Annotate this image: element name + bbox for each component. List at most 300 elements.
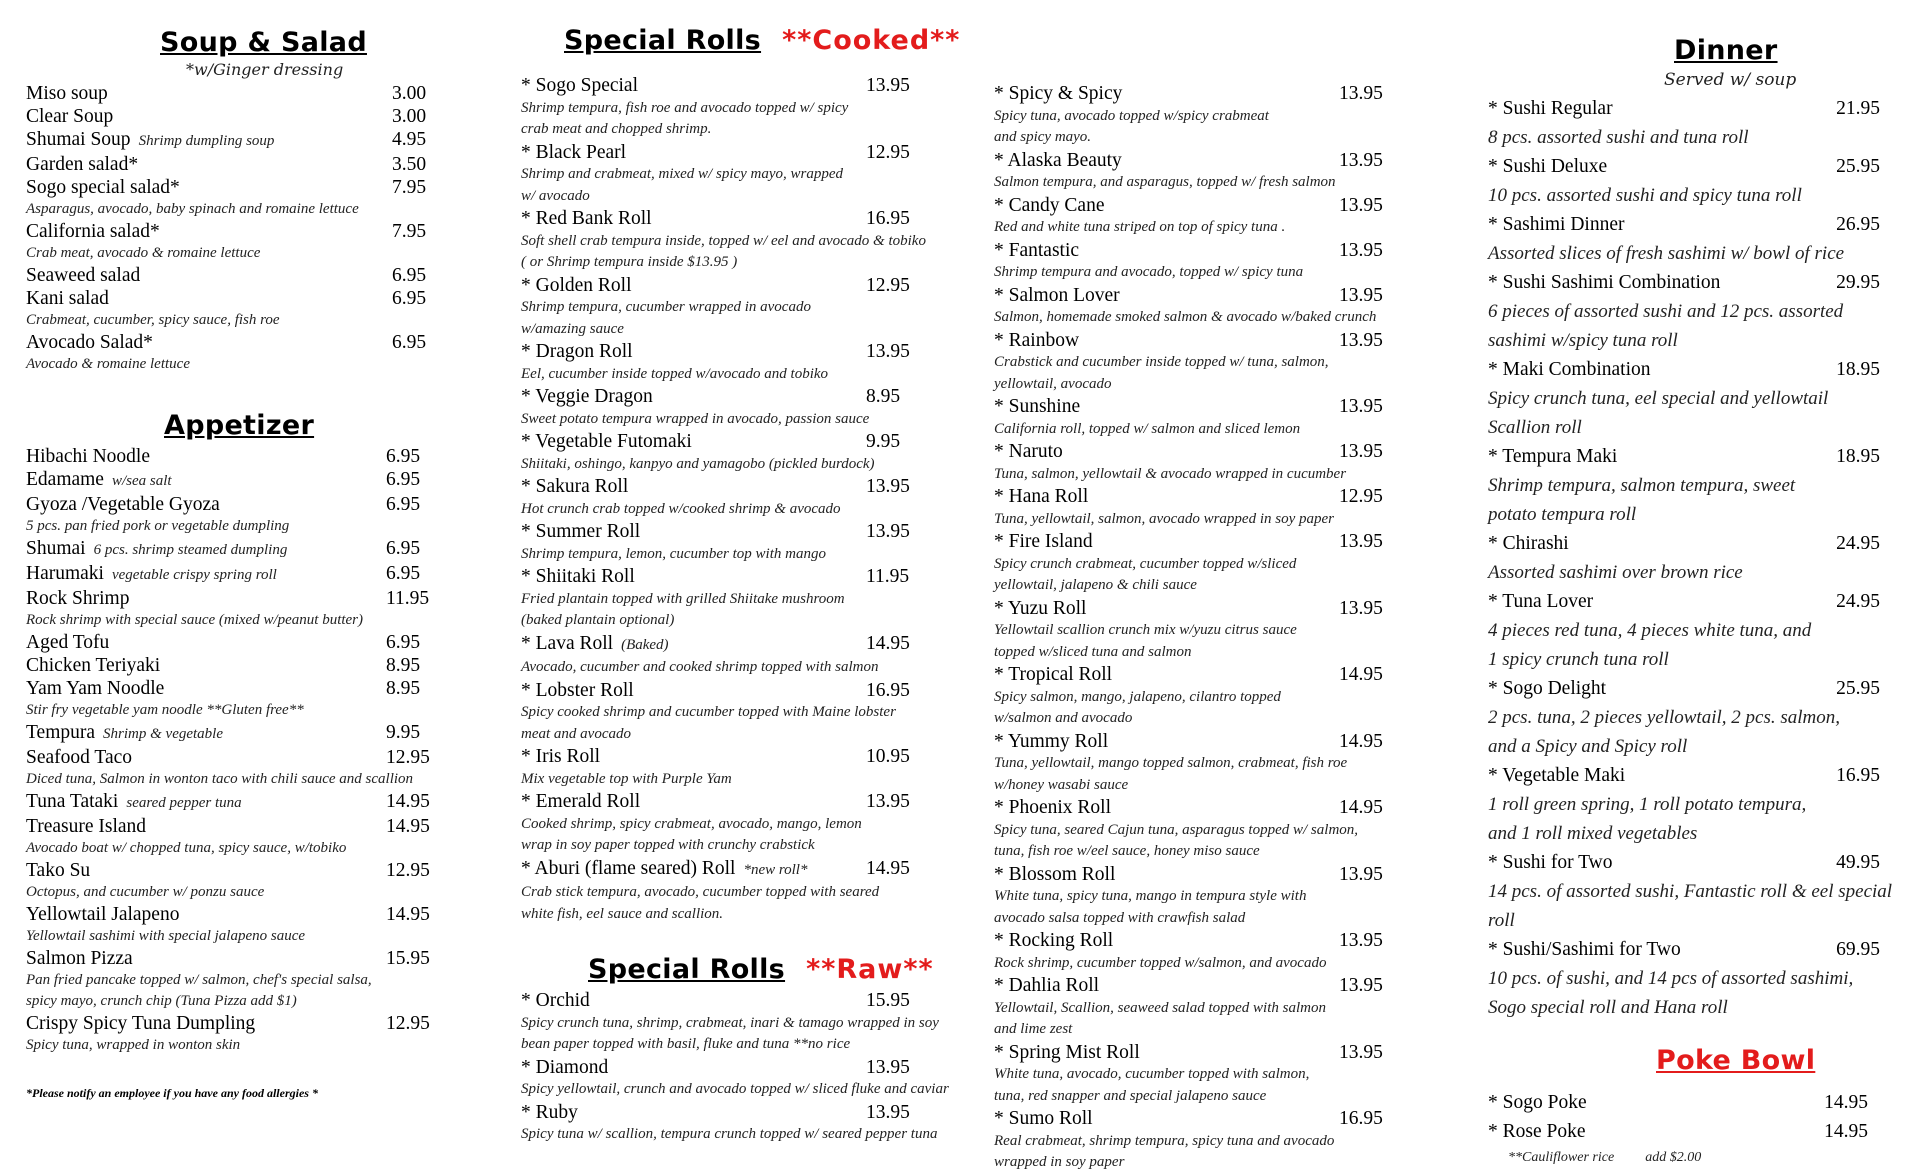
item-description: Shrimp tempura, salmon tempura, sweet [1488, 475, 1796, 496]
item-note: (Baked) [621, 636, 669, 653]
item-description: w/salmon and avocado [994, 710, 1133, 726]
item-description: yellowtail, avocado [994, 375, 1112, 392]
item-name: Yellowtail Jalapeno [26, 904, 180, 925]
item-description: Spicy tuna, wrapped in wonton skin [26, 1037, 241, 1053]
item-description: 14 pcs. of assorted sushi, Fantastic roll & eel special roll [1488, 881, 1893, 931]
menu-item [26, 903, 436, 926]
item-description: Asparagus, avocado, baby spinach and romaine lettuce [26, 201, 359, 217]
item-note: *new roll* [743, 861, 808, 878]
dinner-item [1488, 210, 1908, 239]
menu-item [26, 537, 436, 562]
item-description: Spicy yellowtail, crunch and avocado topped w/ sliced fluke and caviar [521, 1081, 949, 1097]
item-description: Assorted slices of fresh sashimi w/ bowl of rice [1488, 243, 1845, 264]
menu-item [26, 859, 436, 882]
item-name: * Yuzu Roll [994, 597, 1087, 619]
item-name: * Veggie Dragon [521, 386, 653, 407]
menu-item [26, 128, 436, 153]
menu-item [521, 1101, 961, 1125]
item-name: * Sakura Roll [521, 476, 629, 497]
item-description: Soft shell crab tempura inside, topped w/ eel and avocado & tobiko [521, 232, 926, 249]
item-description: bean paper topped with basil, fluke and tuna **no rice [521, 1036, 851, 1052]
item-name: Salmon Pizza [26, 948, 133, 969]
menu-item [26, 815, 436, 838]
item-name: Treasure Island [26, 816, 147, 837]
item-price: 14.95 [1339, 797, 1383, 818]
item-description: Avocado & romaine lettuce [26, 356, 190, 372]
item-description: Tuna, yellowtail, salmon, avocado wrapped in soy paper [994, 510, 1334, 527]
item-description: crab meat and chopped shrimp. [521, 121, 712, 137]
menu-item [994, 730, 1424, 754]
item-price: 24.95 [1836, 533, 1880, 554]
item-price: 13.95 [1339, 284, 1383, 306]
item-price: 13.95 [866, 341, 910, 362]
menu-item [521, 989, 961, 1013]
menu-item [26, 493, 436, 516]
item-name: Kani salad [26, 288, 109, 309]
dinner-item [1488, 442, 1908, 471]
item-description: w/honey wasabi sauce [994, 776, 1129, 793]
item-description: (baked plantain optional) [521, 612, 675, 628]
menu-item [994, 194, 1424, 218]
item-name: Edamame [26, 469, 104, 490]
item-description: Crabstick and cucumber inside topped w/ tuna, salmon, [994, 354, 1329, 370]
item-price: 12.95 [386, 747, 430, 768]
item-price: 13.95 [1339, 863, 1383, 885]
item-description: avocado salsa topped with crawfish salad [994, 909, 1246, 926]
item-name: * Emerald Roll [521, 791, 641, 812]
item-price: 7.95 [392, 177, 427, 198]
item-description: w/amazing sauce [521, 320, 624, 337]
item-description: potato tempura roll [1488, 504, 1637, 525]
menu-item [994, 1041, 1424, 1065]
menu-item [994, 485, 1424, 509]
item-description: Rock shrimp, cucumber topped w/salmon, and avocado [994, 954, 1327, 971]
item-name: Seaweed salad [26, 265, 141, 286]
item-description: 1 roll green spring, 1 roll potato tempura, [1488, 794, 1807, 815]
item-name: * Fire Island [994, 531, 1093, 552]
item-price: 13.95 [1339, 1041, 1383, 1063]
item-description: Spicy cooked shrimp and cucumber topped with Maine lobster [521, 704, 896, 720]
item-name: Yam Yam Noodle [26, 678, 165, 699]
item-price: 25.95 [1836, 156, 1880, 177]
menu-item [26, 746, 436, 769]
item-name: * Dragon Roll [521, 341, 633, 362]
dinner-item [1488, 761, 1908, 790]
item-name: * Tropical Roll [994, 664, 1113, 685]
dinner-item [1488, 529, 1908, 558]
item-name: * Alaska Beauty [994, 149, 1122, 171]
item-price: 15.95 [866, 990, 910, 1011]
dinner-list [1488, 94, 1908, 1022]
item-price: 13.95 [1339, 194, 1383, 216]
dinner-title: Dinner [1674, 35, 1778, 66]
item-name: * Orchid [521, 990, 590, 1011]
item-note: w/sea salt [111, 473, 172, 489]
item-price: 14.95 [1824, 1121, 1868, 1142]
item-name: * Sushi/Sashimi for Two [1488, 939, 1681, 960]
menu-item [26, 82, 436, 105]
item-description: Sweet potato tempura wrapped in avocado, passion sauce [521, 410, 870, 427]
dinner-item [1488, 152, 1908, 181]
item-description: Salmon, homemade smoked salmon & avocado w/baked crunch [994, 309, 1377, 325]
item-name: * Sogo Poke [1488, 1092, 1587, 1113]
item-name: * Candy Cane [994, 194, 1105, 216]
item-description: Tuna, yellowtail, mango topped salmon, crabmeat, fish roe [994, 755, 1348, 771]
item-name: * Aburi (flame seared) Roll [521, 857, 736, 879]
menu-item [26, 220, 436, 243]
item-name: Tako Su [26, 860, 91, 881]
item-note: seared pepper tuna [126, 795, 242, 811]
item-description: Yellowtail, Scallion, seaweed salad topped with salmon [994, 999, 1326, 1016]
item-price: 14.95 [386, 816, 430, 837]
menu-item [994, 1107, 1424, 1131]
menu-item [994, 440, 1424, 464]
item-name: * Fantastic [994, 239, 1080, 261]
menu-item [26, 790, 436, 815]
item-price: 12.95 [866, 141, 910, 163]
item-name: * Hana Roll [994, 486, 1089, 507]
item-description: wrapped in soy paper [994, 1154, 1125, 1170]
item-name: Avocado Salad* [26, 332, 153, 353]
item-price: 10.95 [866, 746, 910, 767]
item-name: Clear Soup [26, 106, 114, 127]
item-price: 3.50 [392, 154, 427, 175]
item-description: Hot crunch crab topped w/cooked shrimp & avocado [521, 500, 841, 517]
item-price: 13.95 [1339, 329, 1383, 351]
item-price: 14.95 [866, 632, 910, 654]
item-note: Shrimp & vegetable [103, 726, 224, 742]
item-description: Spicy tuna, seared Cajun tuna, asparagus topped w/ salmon, [994, 821, 1359, 838]
item-name: * Sushi Regular [1488, 98, 1613, 119]
item-name: * Rocking Roll [994, 930, 1114, 951]
item-price: 49.95 [1836, 852, 1880, 873]
item-name: California salad* [26, 221, 160, 242]
menu-item [994, 329, 1424, 353]
item-name: * Sushi Deluxe [1488, 156, 1608, 177]
item-description: Avocado boat w/ chopped tuna, spicy sauce, w/tobiko [26, 840, 347, 856]
item-price: 13.95 [1339, 975, 1383, 996]
menu-item [521, 1056, 961, 1080]
item-price: 11.95 [866, 566, 910, 587]
item-price: 14.95 [1339, 664, 1383, 685]
item-price: 6.95 [392, 265, 427, 286]
special-cooked-title: Special Rolls [564, 25, 762, 56]
item-name: * Sumo Roll [994, 1108, 1093, 1129]
menu-item [521, 475, 961, 499]
item-price: 13.95 [1339, 239, 1383, 261]
menu-item [994, 284, 1424, 308]
item-name: Chicken Teriyaki [26, 655, 161, 676]
menu-item [26, 105, 436, 128]
soup-salad-title: Soup & Salad [160, 27, 367, 58]
item-price: 4.95 [392, 129, 427, 150]
item-price: 13.95 [866, 75, 910, 96]
menu-item [994, 974, 1424, 998]
item-description: Spicy crunch tuna, shrimp, crabmeat, inari & tamago wrapped in soy [521, 1014, 939, 1031]
item-name: * Naruto [994, 441, 1063, 462]
item-price: 6.95 [386, 632, 421, 653]
soup-salad-subtitle: *w/Ginger dressing [186, 60, 344, 79]
item-name: * Summer Roll [521, 521, 641, 542]
item-price: 8.95 [386, 678, 421, 699]
item-description: Shrimp tempura, cucumber wrapped in avocado [521, 299, 811, 315]
item-name: * Dahlia Roll [994, 975, 1100, 996]
item-name: * Sushi Sashimi Combination [1488, 272, 1721, 293]
item-description: Real crabmeat, shrimp tempura, spicy tuna and avocado [994, 1132, 1335, 1149]
item-description: Crab meat, avocado & romaine lettuce [26, 245, 261, 261]
item-description: sashimi w/spicy tuna roll [1488, 330, 1678, 351]
item-price: 16.95 [1339, 1108, 1383, 1129]
item-name: Tuna Tataki [26, 791, 119, 812]
item-description: Sogo special roll and Hana roll [1488, 997, 1728, 1018]
item-price: 18.95 [1836, 359, 1880, 380]
item-name: * Tempura Maki [1488, 446, 1618, 467]
item-price: 69.95 [1836, 939, 1880, 960]
item-name: * Lava Roll [521, 632, 614, 654]
item-price: 13.95 [1339, 396, 1383, 417]
item-description: Octopus, and cucumber w/ ponzu sauce [26, 884, 265, 900]
menu-item [26, 287, 436, 310]
item-description: California roll, topped w/ salmon and sliced lemon [994, 420, 1301, 437]
menu-item [26, 631, 436, 654]
item-description: Spicy salmon, mango, jalapeno, cilantro topped [994, 688, 1281, 705]
item-name: Crispy Spicy Tuna Dumpling [26, 1013, 256, 1034]
item-note: 6 pcs. shrimp steamed dumpling [93, 542, 288, 558]
column-3 [994, 0, 1424, 1174]
item-price: 13.95 [866, 791, 910, 812]
item-description: 10 pcs. of sushi, and 14 pcs of assorted sashimi, [1488, 968, 1854, 989]
item-price: 29.95 [1836, 272, 1880, 293]
item-description: Spicy crunch crabmeat, cucumber topped w/sliced [994, 555, 1297, 572]
menu-item [521, 520, 961, 544]
item-name: * Sunshine [994, 396, 1081, 417]
item-price: 8.95 [866, 386, 901, 407]
menu-item [521, 207, 961, 231]
item-description: Spicy tuna, avocado topped w/spicy crabmeat [994, 107, 1269, 124]
item-price: 3.00 [392, 106, 427, 127]
item-name: * Salmon Lover [994, 284, 1120, 306]
item-name: * Black Pearl [521, 141, 627, 163]
item-description: Crab stick tempura, avocado, cucumber topped with seared [521, 884, 880, 900]
item-price: 11.95 [386, 588, 430, 609]
item-name: * Phoenix Roll [994, 797, 1112, 818]
item-price: 12.95 [386, 1013, 430, 1034]
item-price: 16.95 [866, 208, 910, 229]
item-price: 14.95 [386, 904, 430, 925]
menu-item [994, 82, 1424, 106]
item-description: Yellowtail scallion crunch mix w/yuzu citrus sauce [994, 622, 1297, 638]
appetizer-title: Appetizer [164, 410, 315, 441]
item-price: 13.95 [1339, 597, 1383, 619]
item-description: 10 pcs. assorted sushi and spicy tuna roll [1488, 185, 1802, 206]
item-description: white fish, eel sauce and scallion. [521, 905, 724, 922]
cooked-tag: **Cooked** [782, 25, 961, 56]
item-price: 13.95 [1339, 83, 1383, 104]
menu-item [521, 340, 961, 364]
menu-item [26, 153, 436, 176]
item-description: Tuna, salmon, yellowtail & avocado wrapped in cucumber [994, 465, 1347, 482]
item-name: * Diamond [521, 1056, 609, 1078]
item-name: * Vegetable Maki [1488, 765, 1626, 786]
item-name: Rock Shrimp [26, 588, 130, 609]
item-name: Shumai [26, 538, 86, 559]
item-price: 14.95 [1339, 730, 1383, 752]
item-name: Aged Tofu [26, 632, 110, 653]
menu-item [994, 395, 1424, 419]
item-description: 6 pieces of assorted sushi and 12 pcs. assorted [1488, 301, 1844, 322]
item-description: tuna, fish roe w/eel sauce, honey miso sauce [994, 843, 1260, 859]
item-price: 15.95 [386, 948, 430, 969]
item-description: 8 pcs. assorted sushi and tuna roll [1488, 127, 1749, 148]
item-name: Sogo special salad* [26, 177, 180, 198]
menu-item [26, 468, 436, 493]
item-name: * Tuna Lover [1488, 591, 1594, 612]
menu-item [26, 587, 436, 610]
item-price: 12.95 [386, 860, 430, 881]
item-price: 18.95 [1836, 446, 1880, 467]
dinner-item [1488, 674, 1908, 703]
item-note: vegetable crispy spring roll [111, 567, 277, 583]
item-price: 16.95 [866, 679, 910, 701]
item-price: 9.95 [386, 722, 421, 743]
menu-item [521, 141, 961, 165]
item-description: 5 pcs. pan fried pork or vegetable dumpling [26, 518, 290, 534]
cauliflower-label: **Cauliflower rice [1508, 1150, 1615, 1165]
item-name: Seafood Taco [26, 747, 133, 768]
item-description: Shrimp and crabmeat, mixed w/ spicy mayo, wrapped [521, 166, 844, 182]
item-price: 16.95 [1836, 765, 1880, 786]
menu-item [26, 721, 436, 746]
menu-item [994, 530, 1424, 554]
item-description: Shiitaki, oshingo, kanpyo and yamagobo (pickled burdock) [521, 455, 875, 472]
special-raw-list [521, 989, 961, 1146]
menu-item [521, 430, 961, 454]
dinner-item [1488, 355, 1908, 384]
item-name: * Maki Combination [1488, 359, 1651, 380]
item-name: * Spicy & Spicy [994, 83, 1123, 104]
raw-tag: **Raw** [806, 954, 934, 985]
item-name: * Spring Mist Roll [994, 1041, 1140, 1063]
item-description: Fried plantain topped with grilled Shiitake mushroom [521, 590, 845, 607]
item-price: 6.95 [386, 494, 421, 515]
item-price: 24.95 [1836, 591, 1880, 612]
menu-item [521, 385, 961, 409]
menu-item [26, 445, 436, 468]
item-name: * Sogo Special [521, 75, 638, 96]
item-price: 14.95 [386, 791, 430, 812]
cauliflower-note [1488, 1146, 1908, 1166]
item-name: * Vegetable Futomaki [521, 431, 692, 452]
item-description: 4 pieces red tuna, 4 pieces white tuna, and [1488, 620, 1812, 641]
item-price: 9.95 [866, 431, 901, 452]
item-description: tuna, red snapper and special jalapeno sauce [994, 1087, 1267, 1104]
dinner-item [1488, 268, 1908, 297]
item-name: * Shiitaki Roll [521, 566, 635, 587]
item-name: * Yummy Roll [994, 730, 1109, 752]
item-name: Hibachi Noodle [26, 446, 151, 467]
item-description: Pan fried pancake topped w/ salmon, chef's special salsa, [26, 972, 372, 988]
poke-title: Poke Bowl [1656, 1045, 1816, 1076]
item-description: ( or Shrimp tempura inside $13.95 ) [521, 254, 738, 270]
menu-item [26, 654, 436, 677]
menu-item [26, 331, 436, 354]
item-price: 14.95 [866, 857, 910, 879]
item-price: 8.95 [386, 655, 421, 676]
item-description: White tuna, avocado, cucumber topped with salmon, [994, 1066, 1310, 1082]
item-price: 13.95 [866, 1056, 910, 1078]
menu-item [994, 863, 1424, 887]
item-description: Rock shrimp with special sauce (mixed w/peanut butter) [26, 612, 364, 628]
item-description: yellowtail, jalapeno & chili sauce [994, 577, 1197, 593]
item-description: spicy mayo, crunch chip (Tuna Pizza add $1) [26, 993, 297, 1009]
poke-item [1488, 1117, 1908, 1146]
item-description: Spicy crunch tuna, eel special and yellowtail [1488, 388, 1829, 409]
item-name: * Red Bank Roll [521, 208, 652, 229]
menu-item [994, 796, 1424, 820]
item-description: Scallion roll [1488, 417, 1582, 438]
item-name: * Rose Poke [1488, 1121, 1586, 1142]
item-description: Eel, cucumber inside topped w/avocado and tobiko [521, 365, 829, 382]
item-price: 13.95 [866, 1101, 910, 1123]
menu-item [521, 790, 961, 814]
allergy-footnote: *Please notify an employee if you have any food allergies * [26, 1086, 318, 1100]
item-description: wrap in soy paper topped with crunchy crabstick [521, 837, 815, 853]
item-price: 26.95 [1836, 214, 1880, 235]
item-description: White tuna, spicy tuna, mango in tempura style with [994, 888, 1307, 904]
item-description: and a Spicy and Spicy roll [1488, 736, 1688, 757]
item-description: Shrimp tempura and avocado, topped w/ spicy tuna [994, 264, 1304, 280]
special-rolls-list-2 [994, 82, 1424, 1174]
poke-list [1488, 1088, 1908, 1146]
cauliflower-price: add $2.00 [1645, 1150, 1702, 1165]
item-price: 21.95 [1836, 98, 1880, 119]
menu-item [521, 745, 961, 769]
item-description: Assorted sashimi over brown rice [1488, 562, 1743, 583]
item-price: 13.95 [866, 521, 910, 542]
special-raw-title: Special Rolls [588, 954, 786, 985]
menu-item [521, 74, 961, 98]
item-note: Shrimp dumpling soup [138, 133, 275, 149]
menu-item [994, 929, 1424, 953]
dinner-item [1488, 935, 1908, 964]
item-name: * Ruby [521, 1101, 578, 1123]
item-price: 13.95 [866, 476, 910, 497]
item-name: * Iris Roll [521, 746, 601, 767]
item-description: meat and avocado [521, 725, 631, 742]
column-1 [26, 0, 436, 1101]
menu-item [521, 679, 961, 703]
item-description: Cooked shrimp, spicy crabmeat, avocado, mango, lemon [521, 815, 862, 832]
item-name: * Rainbow [994, 329, 1080, 351]
item-name: * Sushi for Two [1488, 852, 1613, 873]
item-price: 7.95 [392, 221, 427, 242]
item-description: Red and white tuna striped on top of spicy tuna . [994, 219, 1286, 235]
item-description: Salmon tempura, and asparagus, topped w/ fresh salmon [994, 174, 1336, 190]
menu-item [26, 677, 436, 700]
poke-item [1488, 1088, 1908, 1117]
item-description: Mix vegetable top with Purple Yam [521, 770, 732, 787]
menu-item [521, 857, 961, 883]
menu-item [994, 663, 1424, 687]
column-4 [1488, 0, 1908, 1166]
item-price: 6.95 [386, 563, 421, 584]
item-price: 3.00 [392, 83, 427, 104]
item-name: * Blossom Roll [994, 863, 1116, 885]
menu-item [994, 597, 1424, 621]
item-name: * Sogo Delight [1488, 678, 1607, 699]
item-description: topped w/sliced tuna and salmon [994, 643, 1192, 660]
item-price: 14.95 [1824, 1092, 1868, 1113]
